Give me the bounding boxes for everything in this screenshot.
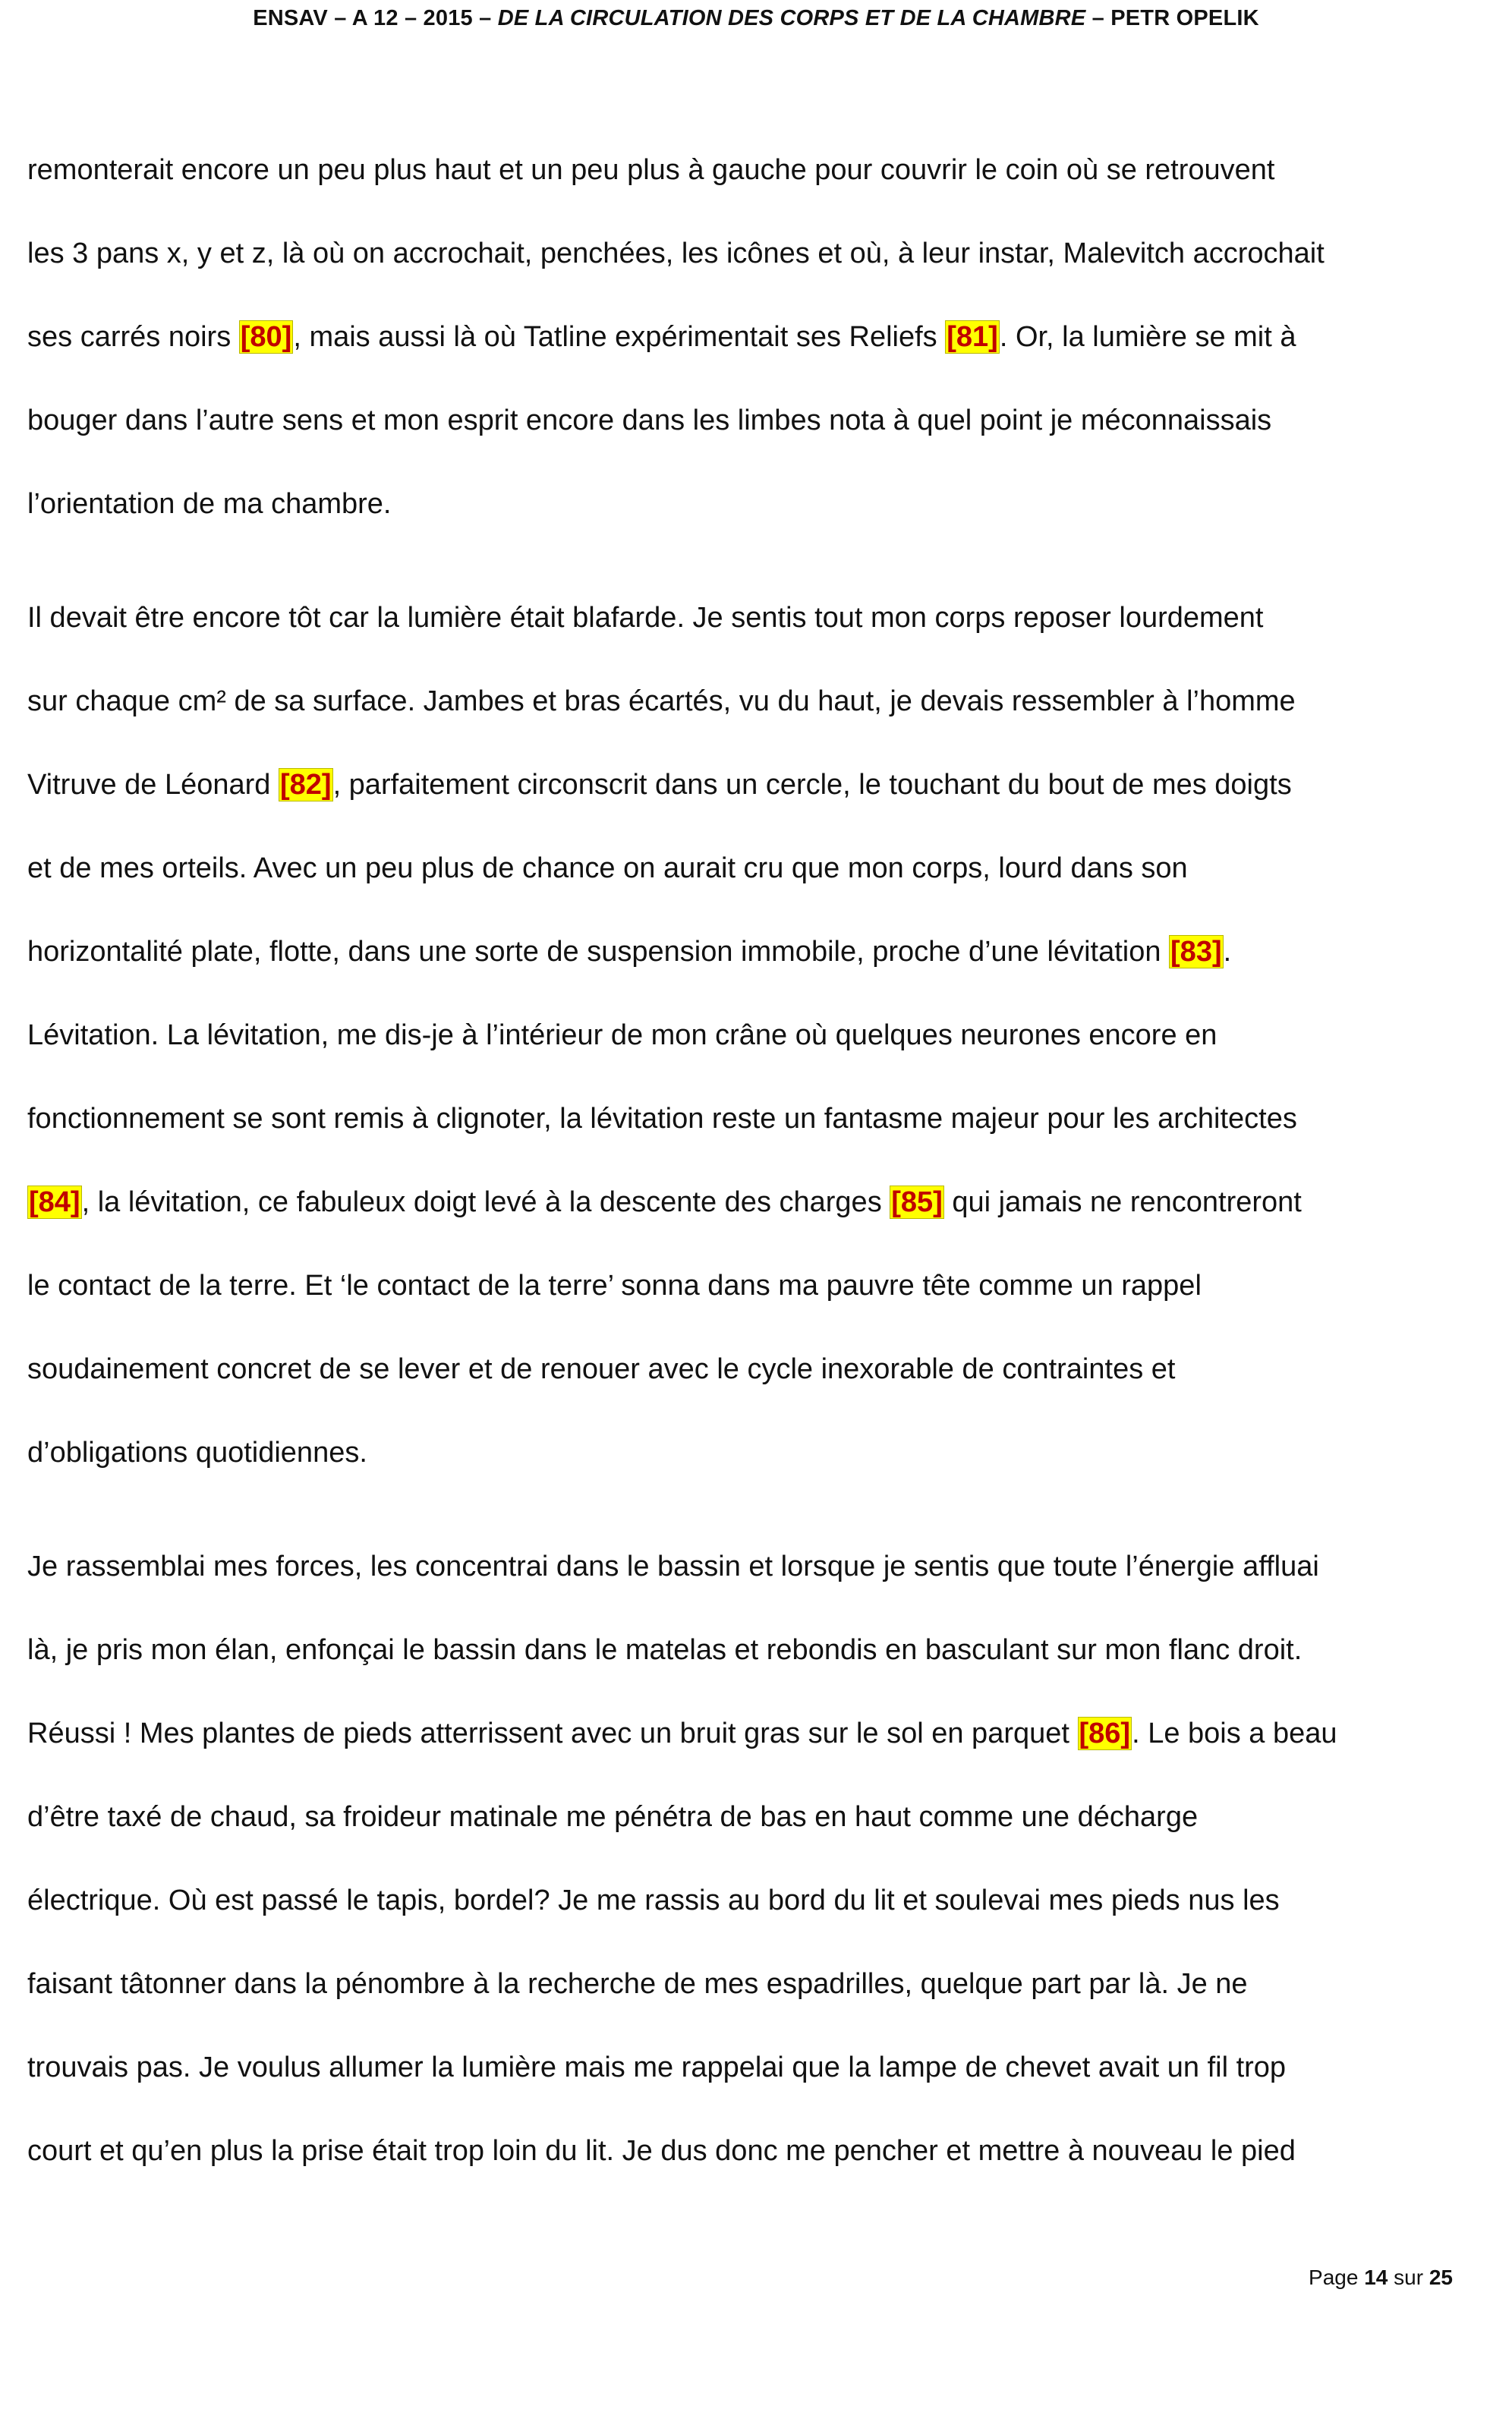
text-run: bouger dans l’autre sens et mon esprit encore dans les limbes nota à quel point je méconnaissais	[27, 405, 1272, 436]
text-run: , la lévitation, ce fabuleux doigt levé à la descente des charges	[81, 1186, 890, 1218]
text-run: faisant tâtonner dans la pénombre à la recherche de mes espadrilles, quelque part par là. Je ne	[27, 1968, 1248, 2000]
text-run: le contact de la terre. Et ‘le contact de la terre’ sonna dans ma pauvre tête comme un rappel	[27, 1270, 1202, 1302]
text-line	[27, 597, 1485, 680]
text-run: et de mes orteils. Avec un peu plus de chance on aurait cru que mon corps, lourd dans son	[27, 852, 1188, 884]
paragraph	[27, 149, 1485, 566]
text-line	[27, 2130, 1485, 2213]
footnote-reference[interactable]: [83]	[1170, 936, 1222, 968]
text-line	[27, 1545, 1485, 1629]
header-right: – PETR OPELIK	[1091, 6, 1259, 30]
paragraph	[27, 1545, 1485, 2213]
text-run: Il devait être encore tôt car la lumière était blafarde. Je sentis tout mon corps reposer lourdement	[27, 602, 1264, 634]
text-line	[27, 1796, 1485, 1879]
text-run: , parfaitement circonscrit dans un cercle, le touchant du bout de mes doigts	[332, 769, 1292, 801]
text-line	[27, 232, 1485, 316]
text-run: soudainement concret de se lever et de renouer avec le cycle inexorable de contraintes et	[27, 1353, 1176, 1385]
text-line	[27, 1879, 1485, 1963]
text-run: l’orientation de ma chambre.	[27, 488, 392, 520]
text-run: .	[1223, 936, 1232, 968]
text-run: d’être taxé de chaud, sa froideur matinale me pénétra de bas en haut comme une décharge	[27, 1801, 1199, 1833]
text-run: électrique. Où est passé le tapis, bordel? Je me rassis au bord du lit et soulevai mes pieds nus les	[27, 1885, 1280, 1916]
footnote-reference[interactable]: [84]	[29, 1186, 80, 1218]
running-header	[0, 6, 1512, 31]
text-line	[27, 1181, 1485, 1264]
text-run: fonctionnement se sont remis à clignoter, la lévitation reste un fantasme majeur pour les architectes	[27, 1103, 1297, 1135]
text-line	[27, 847, 1485, 931]
text-line	[27, 1712, 1485, 1796]
footnote-reference[interactable]: [80]	[240, 321, 292, 353]
footnote-reference[interactable]: [81]	[947, 321, 998, 353]
text-run: Réussi ! Mes plantes de pieds atterrissent avec un bruit gras sur le sol en parquet	[27, 1718, 1078, 1749]
text-line	[27, 1264, 1485, 1348]
text-line	[27, 2046, 1485, 2130]
text-line	[27, 1629, 1485, 1712]
text-line	[27, 149, 1485, 232]
text-line	[27, 1097, 1485, 1181]
paragraph-gap	[27, 566, 1485, 597]
text-line	[27, 1431, 1485, 1515]
text-line	[27, 680, 1485, 764]
text-run: ses carrés noirs	[27, 321, 239, 353]
text-run: Lévitation. La lévitation, me dis-je à l’intérieur de mon crâne où quelques neurones encore en	[27, 1019, 1217, 1051]
header-title: DE LA CIRCULATION DES CORPS ET DE LA CHAMBRE	[497, 6, 1086, 30]
text-line	[27, 483, 1485, 566]
page-label: Page	[1309, 2266, 1359, 2289]
footnote-reference[interactable]: [85]	[891, 1186, 943, 1218]
document-body	[27, 149, 1485, 2213]
text-run: sur chaque cm² de sa surface. Jambes et bras écartés, vu du haut, je devais ressembler à l’homme	[27, 685, 1296, 717]
text-run: court et qu’en plus la prise était trop loin du lit. Je dus donc me pencher et mettre à nouveau le pied	[27, 2135, 1296, 2167]
page-current: 14	[1364, 2266, 1388, 2289]
text-line	[27, 764, 1485, 847]
text-line	[27, 1963, 1485, 2046]
paragraph	[27, 597, 1485, 1515]
footnote-reference[interactable]: [82]	[279, 769, 332, 801]
text-line	[27, 1014, 1485, 1097]
footnote-reference[interactable]: [86]	[1079, 1718, 1131, 1749]
text-run: Je rassemblai mes forces, les concentrai dans le bassin et lorsque je sentis que toute l’énergie affluai	[27, 1551, 1319, 1582]
text-run: Vitruve de Léonard	[27, 769, 279, 801]
text-line	[27, 931, 1485, 1014]
header-left: ENSAV – A 12 – 2015 –	[253, 6, 492, 30]
text-run: trouvais pas. Je voulus allumer la lumière mais me rappelai que la lampe de chevet avait un fil trop	[27, 2052, 1287, 2083]
page-number	[1309, 2266, 1453, 2290]
text-run: remonterait encore un peu plus haut et un peu plus à gauche pour couvrir le coin où se retrouvent	[27, 154, 1275, 186]
text-run: , mais aussi là où Tatline expérimentait ses Reliefs	[293, 321, 946, 353]
text-line	[27, 1348, 1485, 1431]
text-run: . Or, la lumière se mit à	[999, 321, 1296, 353]
text-line	[27, 316, 1485, 399]
paragraph-gap	[27, 1515, 1485, 1545]
text-line	[27, 399, 1485, 483]
text-run: d’obligations quotidiennes.	[27, 1437, 367, 1469]
text-run: horizontalité plate, flotte, dans une sorte de suspension immobile, proche d’une lévitation	[27, 936, 1170, 968]
text-run: les 3 pans x, y et z, là où on accrochait, penchées, les icônes et où, à leur instar, Malevitch accrochait	[27, 238, 1325, 269]
page-total: 25	[1429, 2266, 1453, 2289]
text-run: . Le bois a beau	[1132, 1718, 1337, 1749]
page-of: sur	[1394, 2266, 1424, 2289]
text-run: là, je pris mon élan, enfonçai le bassin dans le matelas et rebondis en basculant sur mon flanc droit.	[27, 1634, 1303, 1666]
text-run: qui jamais ne rencontreront	[943, 1186, 1302, 1218]
